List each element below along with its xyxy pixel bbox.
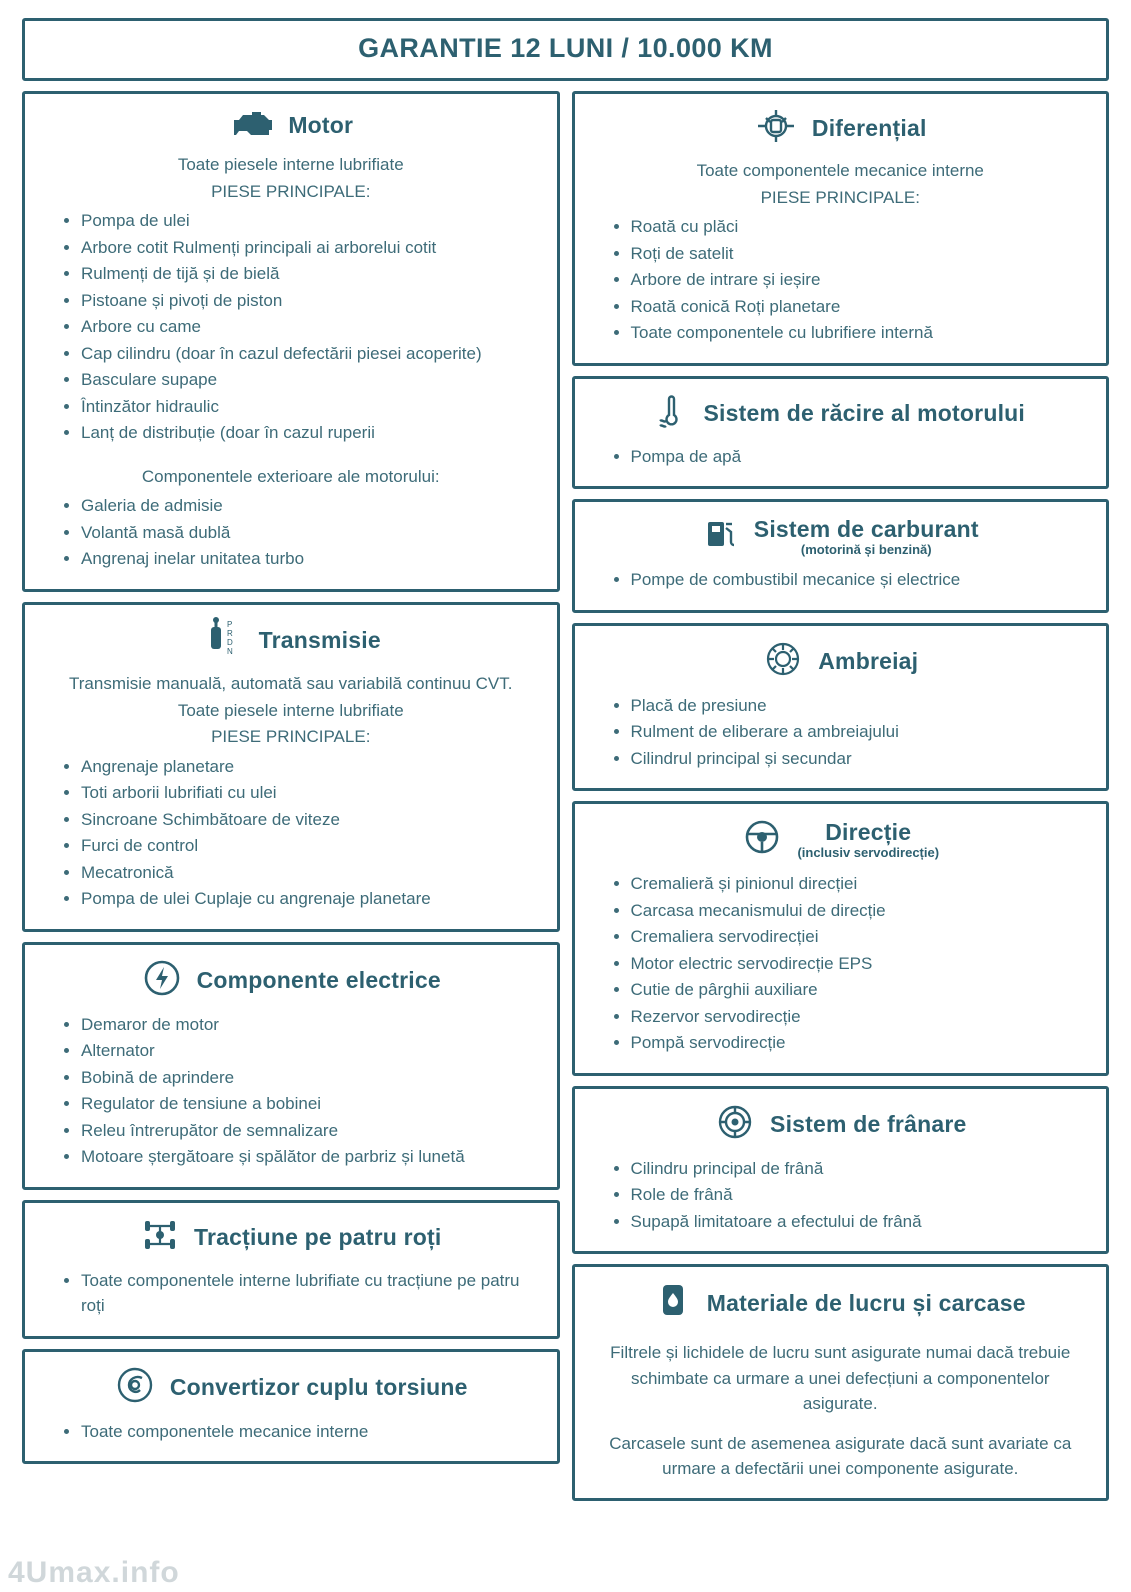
section-componente-electrice-list: [39, 1012, 543, 1170]
section-directie: [572, 801, 1110, 1076]
section-transmisie-titles: [259, 628, 381, 652]
right-column: [572, 91, 1110, 1501]
list-item: • Carcasa mecanismului de direcție: [631, 898, 1093, 924]
list-item: • Cap cilindru (doar în cazul defectării piesei acoperite): [81, 341, 543, 367]
list-item: • Supapă limitatoare a efectului de frână: [631, 1209, 1093, 1235]
section-motor-title: Motor: [288, 112, 354, 139]
section-convertizor-header: [39, 1364, 543, 1411]
section-franare: [572, 1086, 1110, 1255]
section-materiale-paragraph-2: Carcasele sunt de asemenea asigurate dacă sunt avariate ca urmare a defectării unei componente asigurate.: [609, 1433, 1072, 1479]
section-convertizor: [22, 1349, 560, 1465]
list-item: • Cremaliera servodirecției: [631, 924, 1093, 950]
list-item: • Regulator de tensiune a bobinei: [81, 1091, 543, 1117]
section-componente-electrice-title: Componente electrice: [196, 967, 441, 994]
section-componente-electrice-header: [39, 957, 543, 1004]
section-motor-subheading: Componentele exterioare ale motorului:: [141, 466, 440, 486]
list-item: • Cilindru principal de frână: [631, 1156, 1093, 1182]
section-racire-titles: [703, 401, 1025, 425]
section-transmisie-list: [39, 754, 543, 912]
oil-can-icon: [655, 1279, 693, 1326]
section-tractiune-title: Tracțiune pe patru roți: [194, 1224, 442, 1251]
section-ambreiaj: [572, 623, 1110, 792]
list-item: • Pompa de ulei Cuplaje cu angrenaje planetare: [81, 886, 543, 912]
list-item: • Arbore cotit Rulmenți principali ai arborelui cotit: [81, 235, 543, 261]
section-componente-electrice: [22, 942, 560, 1190]
section-directie-titles: [797, 820, 939, 860]
list-item: • Arbore cu came: [81, 314, 543, 340]
section-ambreiaj-titles: [818, 649, 918, 673]
section-tractiune-titles: [194, 1225, 441, 1249]
gear-shifter-icon: [201, 617, 245, 664]
svg-text:P: P: [226, 619, 232, 629]
section-racire-title: Sistem de răcire al motorului: [703, 400, 1025, 427]
spacer: [39, 447, 543, 463]
section-carburant-header: [589, 514, 1093, 559]
section-franare-header: [589, 1101, 1093, 1148]
section-motor: [22, 91, 560, 592]
section-materiale-title: Materiale de lucru și carcase: [706, 1289, 1026, 1316]
section-franare-list: [589, 1156, 1093, 1235]
svg-text:R: R: [226, 628, 233, 638]
section-franare-title: Sistem de frânare: [770, 1111, 967, 1138]
list-item: • Pompe de combustibil mecanice și electrice: [631, 567, 1093, 593]
section-diferential-list: [589, 214, 1093, 346]
section-diferential-title: Diferențial: [811, 115, 927, 142]
section-materiale-header: [589, 1279, 1093, 1326]
section-transmisie-intro-3: PIESE PRINCIPALE:: [211, 727, 371, 747]
list-item: • Basculare supape: [81, 367, 543, 393]
torque-converter-icon: [114, 1364, 156, 1411]
steering-wheel-icon: [741, 816, 783, 863]
section-diferential-titles: [812, 116, 927, 140]
list-item: • Toti arborii lubrifiati cu ulei: [81, 780, 543, 806]
list-item: • Rezervor servodirecție: [631, 1004, 1093, 1030]
list-item: • Pompă servodirecție: [631, 1030, 1093, 1056]
section-motor-header: [39, 106, 543, 145]
list-item: • Furci de control: [81, 833, 543, 859]
list-item: • Placă de presiune: [631, 693, 1093, 719]
left-column: [22, 91, 560, 1464]
list-item: • Motoare ștergătoare și spălător de parbriz și lunetă: [81, 1144, 543, 1170]
thermometer-icon: [655, 391, 689, 436]
list-item: • Pompa de apă: [631, 444, 1093, 470]
brake-disc-icon: [714, 1101, 756, 1148]
list-item: • Rulmenți de tijă și de bielă: [81, 261, 543, 287]
list-item: • Sincroane Schimbătoare de viteze: [81, 807, 543, 833]
section-directie-header: [589, 816, 1093, 863]
section-tractiune: [22, 1200, 560, 1339]
section-diferential-intro-1: Toate componentele mecanice interne: [696, 161, 984, 180]
section-diferential-header: [589, 106, 1093, 151]
list-item: • Cremalieră și pinionul direcției: [631, 871, 1093, 897]
section-diferential-intro-2: PIESE PRINCIPALE:: [760, 187, 920, 207]
section-franare-titles: [770, 1112, 966, 1136]
four-wheel-drive-icon: [140, 1215, 180, 1260]
list-item: • Toate componentele mecanice interne: [81, 1419, 543, 1445]
section-motor-list: [39, 208, 543, 446]
list-item: • Volantă masă dublă: [81, 520, 543, 546]
list-item: • Angrenaje planetare: [81, 754, 543, 780]
section-directie-subtitle: (inclusiv servodirecție): [797, 845, 940, 861]
section-componente-electrice-titles: [197, 968, 441, 992]
list-item: • Roată conică Roți planetare: [631, 294, 1093, 320]
list-item: • Toate componentele interne lubrifiate cu tracțiune pe patru roți: [81, 1268, 543, 1319]
list-item: • Rulment de eliberare a ambreiajului: [631, 719, 1093, 745]
list-item: • Demaror de motor: [81, 1012, 543, 1038]
section-directie-list: [589, 871, 1093, 1056]
section-racire-header: [589, 391, 1093, 436]
list-item: • Galeria de admisie: [81, 493, 543, 519]
engine-icon: [228, 106, 274, 145]
list-item: • Arbore de intrare și ieșire: [631, 267, 1093, 293]
list-item: • Cilindrul principal și secundar: [631, 746, 1093, 772]
section-transmisie-intro-2: Toate piesele interne lubrifiate: [177, 700, 404, 720]
section-materiale-paragraph-1: Filtrele și lichidele de lucru sunt asigurate numai dacă trebuie schimbate ca urmare a unei defecțiuni a componentelor asigurate.: [610, 1343, 1071, 1414]
section-transmisie-intro-1: Transmisie manuală, automată sau variabilă continuu CVT.: [69, 673, 513, 693]
list-item: • Întinzător hidraulic: [81, 394, 543, 420]
list-item: • Toate componentele cu lubrifiere internă: [631, 320, 1093, 346]
section-diferential: [572, 91, 1110, 366]
section-racire-list: [589, 444, 1093, 470]
section-tractiune-list: [39, 1268, 543, 1319]
section-convertizor-titles: [170, 1375, 468, 1399]
section-ambreiaj-title: Ambreiaj: [818, 648, 919, 675]
section-racire: [572, 376, 1110, 490]
differential-icon: [754, 106, 798, 151]
list-item: • Roată cu plăci: [631, 214, 1093, 240]
list-item: • Motor electric servodirecție EPS: [631, 951, 1093, 977]
section-carburant-list: [589, 567, 1093, 593]
list-item: • Lanț de distribuție (doar în cazul ruperii: [81, 420, 543, 446]
list-item: • Pistoane și pivoți de piston: [81, 288, 543, 314]
list-item: • Angrenaj inelar unitatea turbo: [81, 546, 543, 572]
section-motor-titles: [288, 113, 353, 137]
section-motor-list-exterior: [39, 493, 543, 572]
section-convertizor-list: [39, 1419, 543, 1445]
clutch-icon: [762, 638, 804, 685]
section-transmisie: [22, 602, 560, 932]
section-ambreiaj-header: [589, 638, 1093, 685]
section-materiale-titles: [707, 1291, 1026, 1315]
section-carburant: [572, 499, 1110, 613]
svg-text:D: D: [226, 637, 233, 647]
section-directie-title: Direcție: [825, 818, 912, 845]
page-title: GARANTIE 12 LUNI / 10.000 KM: [358, 33, 773, 63]
section-transmisie-title: Transmisie: [258, 627, 381, 654]
section-carburant-subtitle: (motorină și benzină): [800, 542, 932, 558]
section-carburant-title: Sistem de carburant: [753, 515, 979, 542]
svg-text:N: N: [226, 646, 233, 656]
lightning-bolt-icon: [141, 957, 183, 1004]
list-item: • Cutie de pârghii auxiliare: [631, 977, 1093, 1003]
two-column-layout: [22, 91, 1109, 1501]
section-motor-intro-1: Toate piesele interne lubrifiate: [177, 155, 404, 174]
list-item: • Releu întrerupător de semnalizare: [81, 1118, 543, 1144]
list-item: • Alternator: [81, 1038, 543, 1064]
section-tractiune-header: [39, 1215, 543, 1260]
section-ambreiaj-list: [589, 693, 1093, 772]
section-carburant-titles: [754, 517, 979, 557]
list-item: • Bobină de aprindere: [81, 1065, 543, 1091]
section-transmisie-header: [39, 617, 543, 664]
page-title-box: [22, 18, 1109, 81]
section-materiale: [572, 1264, 1110, 1501]
fuel-pump-icon: [702, 514, 740, 559]
section-motor-intro-2: PIESE PRINCIPALE:: [211, 181, 371, 201]
list-item: • Role de frână: [631, 1182, 1093, 1208]
list-item: • Pompa de ulei: [81, 208, 543, 234]
list-item: • Roți de satelit: [631, 241, 1093, 267]
section-convertizor-title: Convertizor cuplu torsiune: [169, 1374, 468, 1401]
watermark: 4Umax.info: [8, 1556, 180, 1589]
list-item: • Mecatronică: [81, 860, 543, 886]
